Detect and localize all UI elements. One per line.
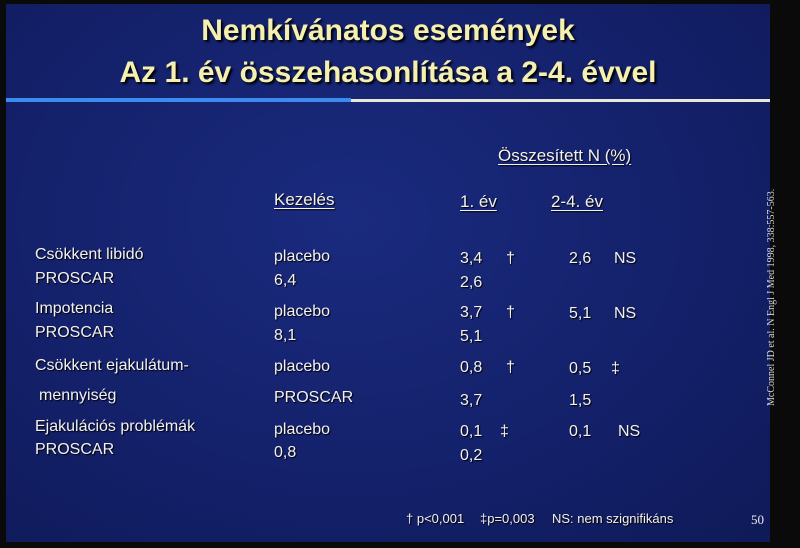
- row-year1-mark: †: [506, 250, 515, 267]
- row-treatment: placebo: [274, 358, 331, 375]
- footnote-dagger: † p<0,001: [406, 511, 465, 526]
- row-label: PROSCAR: [35, 441, 115, 458]
- row-year1-mark: ‡: [500, 423, 509, 440]
- row-year1-value: 3,7: [460, 392, 483, 409]
- row-year1-value: 2,6: [460, 274, 483, 291]
- row-treatment: placebo: [274, 303, 331, 320]
- row-year24-mark: NS: [618, 423, 641, 440]
- row-year24-mark: NS: [614, 305, 637, 322]
- header-year1: 1. év: [460, 192, 497, 211]
- row-label: PROSCAR: [35, 324, 115, 341]
- slide-title-line1: Nemkívánatos események: [201, 14, 575, 47]
- row-label: mennyiség: [39, 387, 117, 404]
- title-rule-blue: [6, 98, 351, 102]
- row-year1-value: 5,1: [460, 328, 483, 345]
- row-treatment: placebo: [274, 248, 331, 265]
- row-label: Csökkent ejakulátum-: [35, 357, 189, 374]
- footnote-ns: NS: nem szignifikáns: [552, 511, 674, 526]
- row-year24-mark: NS: [614, 250, 637, 267]
- row-treatment: PROSCAR: [274, 389, 354, 406]
- row-year24-value: 5,1: [569, 305, 592, 322]
- row-label: PROSCAR: [35, 270, 115, 287]
- footnote-ddagger: ‡p=0,003: [480, 511, 535, 526]
- row-year1-value: 3,7: [460, 304, 483, 321]
- row-label: Impotencia: [35, 300, 114, 317]
- row-year1-value: 0,2: [460, 447, 483, 464]
- header-year24: 2-4. év: [551, 192, 603, 211]
- row-treatment: 8,1: [274, 327, 297, 344]
- row-treatment: 6,4: [274, 272, 297, 289]
- row-label: Csökkent libidó: [35, 246, 144, 263]
- row-year24-mark: ‡: [611, 360, 620, 377]
- row-year1-value: 0,1: [460, 423, 483, 440]
- slide: [6, 4, 777, 542]
- header-group: Összesített N (%): [498, 146, 632, 165]
- page-number: 50: [751, 512, 764, 527]
- row-year1-value: 3,4: [460, 250, 483, 267]
- citation: McConnel JD et al. N Engl J Med 1998, 338:557-563.: [766, 188, 777, 406]
- row-year1-value: 0,8: [460, 359, 483, 376]
- slide-title-line2: Az 1. év összehasonlítása a 2-4. évvel: [119, 56, 657, 89]
- row-year24-value: 0,1: [569, 423, 592, 440]
- row-treatment: 0,8: [274, 444, 297, 461]
- row-year24-value: 0,5: [569, 360, 592, 377]
- row-year1-mark: †: [506, 359, 515, 376]
- row-year24-value: 1,5: [569, 392, 592, 409]
- row-year1-mark: †: [506, 304, 515, 321]
- row-year24-value: 2,6: [569, 250, 592, 267]
- row-label: Ejakulációs problémák: [35, 418, 196, 435]
- title-rule-cream: [351, 99, 770, 102]
- row-treatment: placebo: [274, 421, 331, 438]
- header-treatment: Kezelés: [274, 190, 335, 209]
